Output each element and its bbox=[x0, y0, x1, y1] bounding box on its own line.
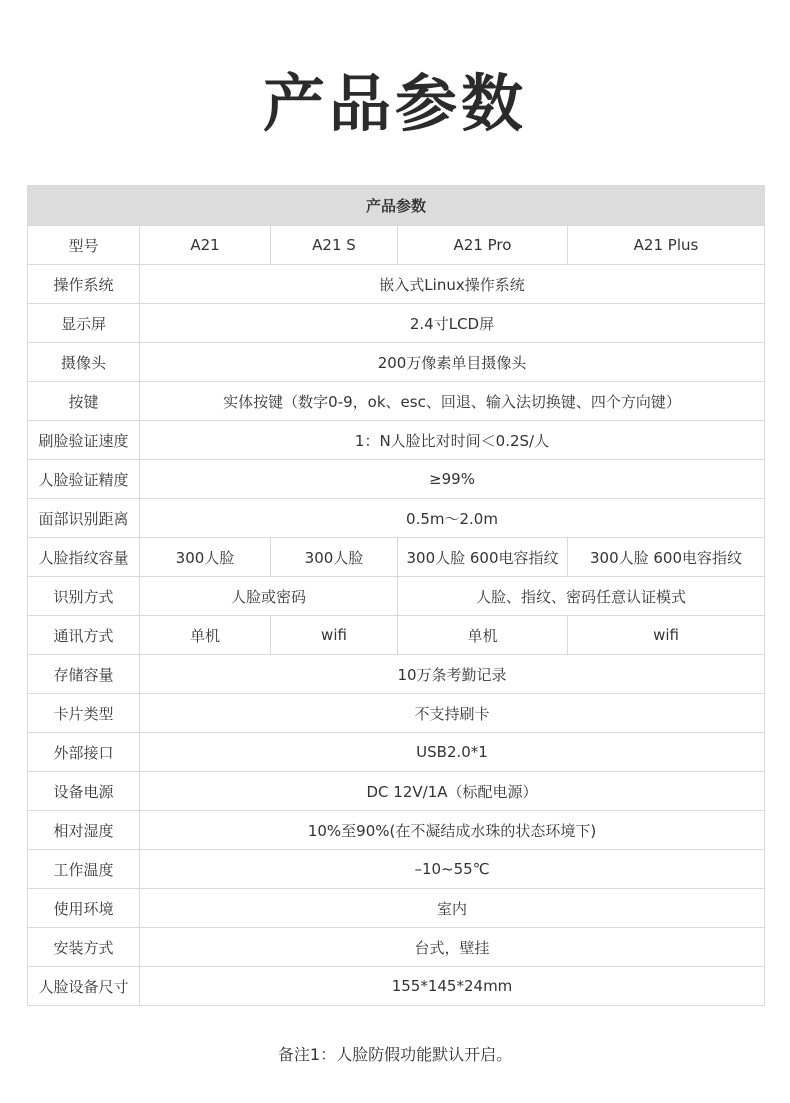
table-row bbox=[28, 226, 765, 265]
model-a21plus: A21 Plus bbox=[568, 226, 765, 265]
row-label: 存储容量 bbox=[28, 655, 140, 694]
model-a21s: A21 S bbox=[271, 226, 398, 265]
row-value: 200万像素单目摄像头 bbox=[140, 343, 765, 382]
row-value: 台式，壁挂 bbox=[140, 928, 765, 967]
recognition-basic: 人脸或密码 bbox=[140, 577, 398, 616]
row-label: 摄像头 bbox=[28, 343, 140, 382]
table-row bbox=[28, 616, 765, 655]
row-value: 2.4寸LCD屏 bbox=[140, 304, 765, 343]
row-value: 室内 bbox=[140, 889, 765, 928]
row-value: 实体按键（数字0-9，ok、esc、回退、输入法切换键、四个方向键） bbox=[140, 382, 765, 421]
table-row bbox=[28, 694, 765, 733]
row-label: 通讯方式 bbox=[28, 616, 140, 655]
table-row bbox=[28, 928, 765, 967]
table-row bbox=[28, 967, 765, 1006]
page-title: 产品参数 bbox=[262, 67, 527, 140]
capacity-a21: 300人脸 bbox=[140, 538, 271, 577]
comm-a21: 单机 bbox=[140, 616, 271, 655]
row-value: DC 12V/1A（标配电源） bbox=[140, 772, 765, 811]
table-row bbox=[28, 382, 765, 421]
table-row bbox=[28, 577, 765, 616]
comm-a21s: wifi bbox=[271, 616, 398, 655]
row-label: 人脸指纹容量 bbox=[28, 538, 140, 577]
row-label: 型号 bbox=[28, 226, 140, 265]
row-label: 卡片类型 bbox=[28, 694, 140, 733]
table-row bbox=[28, 499, 765, 538]
table-row bbox=[28, 460, 765, 499]
row-value: 10%至90%(在不凝结成水珠的状态环境下) bbox=[140, 811, 765, 850]
row-label: 人脸设备尺寸 bbox=[28, 967, 140, 1006]
row-label: 识别方式 bbox=[28, 577, 140, 616]
row-value: 不支持刷卡 bbox=[140, 694, 765, 733]
table-row bbox=[28, 655, 765, 694]
row-label: 相对湿度 bbox=[28, 811, 140, 850]
table-header: 产品参数 bbox=[28, 186, 765, 226]
row-value: 嵌入式Linux操作系统 bbox=[140, 265, 765, 304]
row-label: 显示屏 bbox=[28, 304, 140, 343]
row-label: 刷脸验证速度 bbox=[28, 421, 140, 460]
capacity-a21plus: 300人脸 600电容指纹 bbox=[568, 538, 765, 577]
table-row bbox=[28, 421, 765, 460]
table-row bbox=[28, 889, 765, 928]
table-header-row bbox=[28, 186, 765, 226]
row-value: USB2.0*1 bbox=[140, 733, 765, 772]
row-label: 操作系统 bbox=[28, 265, 140, 304]
footnote: 备注1：人脸防假功能默认开启。 bbox=[277, 1045, 513, 1064]
row-label: 设备电源 bbox=[28, 772, 140, 811]
table-row bbox=[28, 772, 765, 811]
comm-a21plus: wifi bbox=[568, 616, 765, 655]
recognition-advanced: 人脸、指纹、密码任意认证模式 bbox=[398, 577, 765, 616]
table-row bbox=[28, 733, 765, 772]
table-row bbox=[28, 538, 765, 577]
row-label: 面部识别距离 bbox=[28, 499, 140, 538]
capacity-a21s: 300人脸 bbox=[271, 538, 398, 577]
model-a21pro: A21 Pro bbox=[398, 226, 568, 265]
capacity-a21pro: 300人脸 600电容指纹 bbox=[398, 538, 568, 577]
comm-a21pro: 单机 bbox=[398, 616, 568, 655]
row-label: 按键 bbox=[28, 382, 140, 421]
model-a21: A21 bbox=[140, 226, 271, 265]
spec-table bbox=[27, 185, 765, 1006]
row-value: 155*145*24mm bbox=[140, 967, 765, 1006]
row-value: ≥99% bbox=[140, 460, 765, 499]
row-label: 使用环境 bbox=[28, 889, 140, 928]
row-value: 10万条考勤记录 bbox=[140, 655, 765, 694]
row-label: 外部接口 bbox=[28, 733, 140, 772]
row-value: 1：N人脸比对时间＜0.2S/人 bbox=[140, 421, 765, 460]
row-label: 安装方式 bbox=[28, 928, 140, 967]
table-row bbox=[28, 850, 765, 889]
table-row bbox=[28, 343, 765, 382]
row-value: 0.5m～2.0m bbox=[140, 499, 765, 538]
row-label: 人脸验证精度 bbox=[28, 460, 140, 499]
table-row bbox=[28, 811, 765, 850]
row-label: 工作温度 bbox=[28, 850, 140, 889]
table-row bbox=[28, 304, 765, 343]
table-row bbox=[28, 265, 765, 304]
row-value: –10~55℃ bbox=[140, 850, 765, 889]
